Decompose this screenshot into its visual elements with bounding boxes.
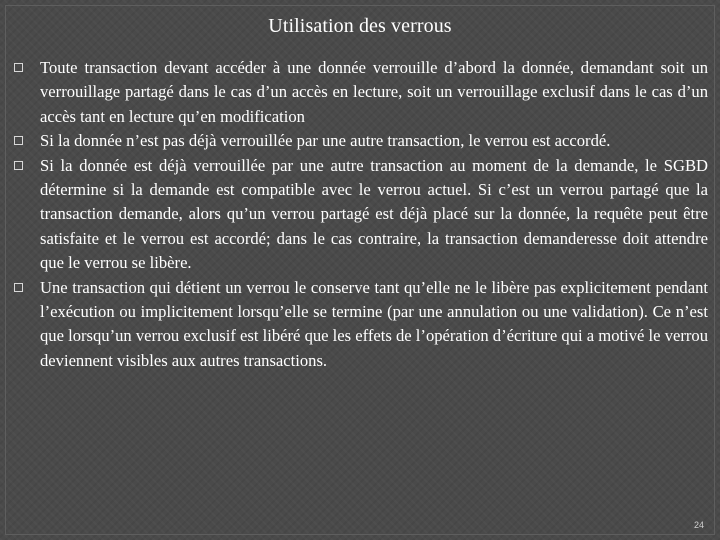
bullet-item [14, 56, 708, 129]
bullet-text: Une transaction qui détient un verrou le conserve tant qu’elle ne le libère pas explicitement pendant l’exécution ou implicitement lorsqu’elle se termine (par une annulation ou une validation). Ce n’est que lorsqu’un verrou exclusif est libéré que les effets de l’opération d’écriture qui a motivé le verrou deviennent visibles aux autres transactions. [40, 277, 708, 370]
bullet-item [14, 154, 708, 276]
slide-title: Utilisation des verrous [268, 15, 452, 37]
hollow-square-bullet-icon [14, 283, 23, 292]
bullet-text: Si la donnée n’est pas déjà verrouillée par une autre transaction, le verrou est accordé. [40, 131, 611, 151]
bullet-text: Toute transaction devant accéder à une donnée verrouille d’abord la donnée, demandant soit un verrouillage partagé dans le cas d’un accès en lecture, soit un verrouillage exclusif dans le cas d’un accès tant en lecture qu’en modification [40, 58, 708, 126]
bullet-item [14, 276, 708, 374]
hollow-square-bullet-icon [14, 63, 23, 72]
hollow-square-bullet-icon [14, 136, 23, 145]
bullet-item [14, 129, 708, 153]
bullet-list [14, 56, 708, 373]
bullet-text: Si la donnée est déjà verrouillée par une autre transaction au moment de la demande, le SGBD détermine si la demande est compatible avec le verrou actuel. Si c’est un verrou partagé que la transaction demande, alors qu’un verrou partagé est déjà placé sur la donnée, la requête peut être satisfaite et le verrou est accordé; dans le cas contraire, la transaction demanderesse doit attendre que le verrou se libère. [40, 155, 708, 273]
page-number: 24 [693, 520, 704, 530]
hollow-square-bullet-icon [14, 161, 23, 170]
